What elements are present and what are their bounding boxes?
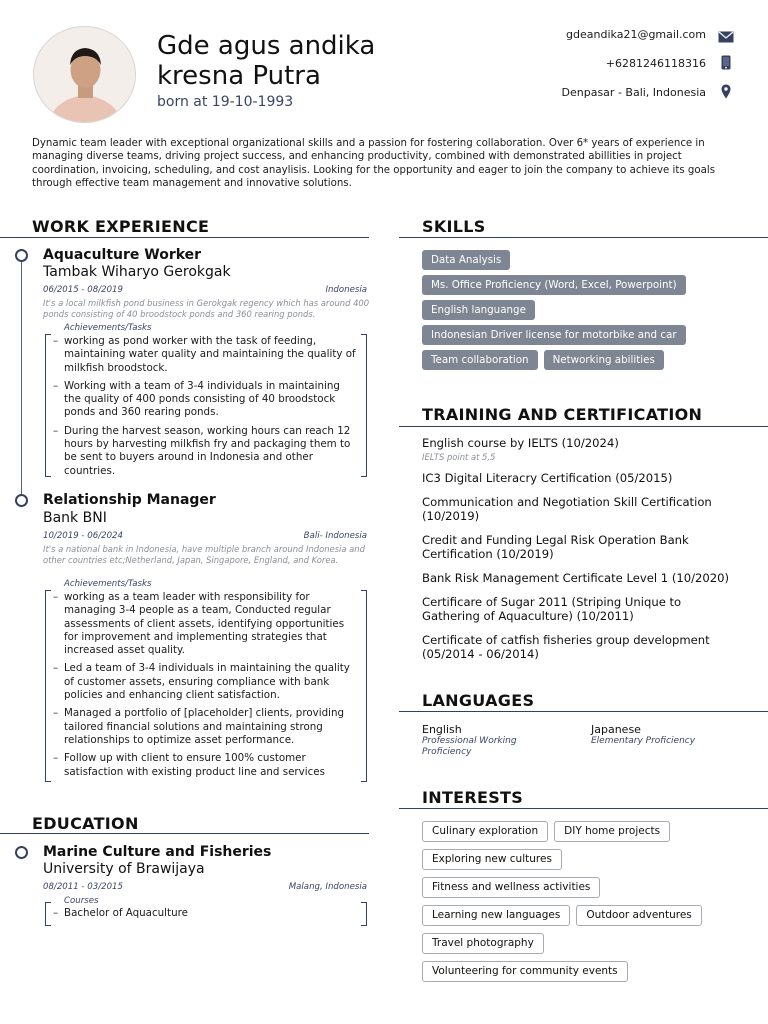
section-divider [399, 808, 768, 809]
job-meta [43, 285, 367, 295]
job-description: It's a local milkfish pond business in Gerokgak regency which has around 400 ponds consisting of 40 broodstock ponds and 360 rearing ponds. [43, 298, 370, 319]
section-divider [399, 711, 768, 712]
bracket-right [361, 334, 367, 477]
skill-tag: Networking abilities [544, 350, 664, 370]
education-degree: Marine Culture and Fisheries [43, 844, 272, 860]
skill-tag: Team collaboration [422, 350, 538, 370]
interests-list [422, 821, 742, 989]
training-heading: TRAINING AND CERTIFICATION [422, 405, 703, 424]
timeline-dot [15, 846, 28, 859]
achievements-label: Achievements/Tasks [64, 323, 152, 333]
job-title: Relationship Manager [43, 492, 216, 508]
task-item: – Working with a team of 3-4 individuals in maintaining the quality of 400 ponds consisting of 40 broodstock ponds and 360 rearing ponds. [53, 380, 359, 420]
task-item: – working as pond worker with the task of feeding, maintaining water quality and maintaining the quality of milkfish broodstock. [53, 335, 359, 375]
section-divider [0, 237, 369, 238]
job-location: Indonesia [325, 285, 367, 295]
job-company: Bank BNI [43, 510, 107, 526]
interest-tag: DIY home projects [554, 821, 670, 842]
language-name: Japanese [591, 723, 641, 736]
professional-summary: Dynamic team leader with exceptional organizational skills and a passion for fostering collaboration. Over 6* years of experience in managing diverse teams, driving project success, and enhancing productivity, combined with demonstrated abillities in project coordination, invoicing, scheduling, and cost anaylisis. Looking for the opportunity and eager to join the company to achieve its goals through effective team management and innovative solutions. [32, 138, 715, 190]
job-company: Tambak Wiharyo Gerokgak [43, 264, 231, 280]
bracket-left [45, 590, 51, 782]
task-item: – Managed a portfolio of [placeholder] clients, providing tailored financial solutions and maintaining strong relationships to optimize asset performance. [53, 707, 359, 747]
task-item: – Led a team of 3-4 individuals in maintaining the quality of customer assets, ensuring compliance with bank policies and enhancing client satisfaction. [53, 662, 359, 702]
job-dates: 10/2019 - 06/2024 [43, 531, 123, 541]
interest-tag: Culinary exploration [422, 821, 548, 842]
certification-item: Certificare of Sugar 2011 (Striping Unique to Gathering of Aquaculture) (10/2011) [422, 595, 682, 623]
language-level: Elementary Proficiency [591, 736, 696, 746]
skills-list [422, 250, 742, 375]
section-divider [399, 426, 768, 427]
task-list [53, 591, 359, 784]
language-item [591, 723, 751, 747]
interest-tag: Volunteering for community events [422, 961, 628, 982]
course-item: – Bachelor of Aquaculture [53, 907, 359, 920]
section-divider [399, 237, 768, 238]
candidate-name: Gde agus andika kresna Putra [157, 31, 376, 91]
bracket-right [361, 902, 367, 926]
timeline-dot [15, 249, 28, 262]
course-list [53, 907, 359, 925]
achievements-label: Achievements/Tasks [64, 579, 152, 589]
certification-item: English course by IELTS (10/2024) [422, 436, 619, 450]
birth-date: born at 19-10-1993 [157, 94, 294, 110]
job-meta [43, 531, 367, 541]
map-pin-icon [721, 84, 737, 98]
interest-tag: Travel photography [422, 933, 544, 954]
avatar [34, 27, 136, 123]
skills-heading: SKILLS [422, 217, 486, 236]
profile-photo [33, 26, 136, 123]
timeline-line [21, 256, 22, 500]
interest-tag: Fitness and wellness activities [422, 877, 600, 898]
job-dates: 06/2015 - 08/2019 [43, 285, 123, 295]
language-name: English [422, 723, 462, 736]
education-dates: 08/2011 - 03/2015 [43, 882, 123, 892]
timeline-dot [15, 494, 28, 507]
job-title: Aquaculture Worker [43, 247, 202, 263]
skill-tag: Data Analysis [422, 250, 510, 270]
certification-item: IC3 Digital Literacry Certification (05/2015) [422, 471, 673, 485]
certification-item: Bank Risk Management Certificate Level 1 (10/2020) [422, 571, 730, 585]
work-experience-heading: WORK EXPERIENCE [32, 217, 210, 236]
courses-label: Courses [64, 896, 99, 906]
section-divider [0, 833, 369, 834]
bracket-left [45, 334, 51, 477]
certification-item: Credit and Funding Legal Risk Operation Bank Certification (10/2019) [422, 533, 689, 561]
skill-tag: Ms. Office Proficiency (Word, Excel, Powerpoint) [422, 275, 686, 295]
task-item: – During the harvest season, working hours can reach 12 hours by harvesting milkfish fry and packaging them to be sent to buyers around in Indonesia and other countries. [53, 425, 359, 478]
languages-heading: LANGUAGES [422, 691, 535, 710]
task-item: – Follow up with client to ensure 100% customer satisfaction with existing product line and services [53, 752, 359, 779]
interests-heading: INTERESTS [422, 788, 524, 807]
phone-text[interactable]: +6281246118316 [605, 57, 706, 70]
education-school: University of Brawijaya [43, 861, 205, 877]
phone-icon [721, 55, 737, 69]
education-heading: EDUCATION [32, 814, 139, 833]
task-list [53, 335, 359, 483]
job-description: It's a national bank in Indonesia, have multiple branch around Indonesia and other countries etc;Netherland, Japan, Singapore, England, and Korea. [43, 544, 365, 565]
education-meta [43, 882, 367, 892]
interest-tag: Learning new languages [422, 905, 570, 926]
certification-note: IELTS point at 5,5 [422, 452, 496, 462]
interest-tag: Outdoor adventures [576, 905, 701, 926]
language-level: Professional Working Proficiency [422, 736, 517, 757]
bracket-left [45, 902, 51, 926]
certification-item: Certificate of catfish fisheries group development (05/2014 - 06/2014) [422, 633, 710, 661]
envelope-icon [718, 28, 734, 42]
skill-tag: English languange [422, 300, 535, 320]
email-text[interactable]: gdeandika21@gmail.com [566, 28, 706, 41]
job-location: Bali- Indonesia [303, 531, 367, 541]
certification-item: Communication and Negotiation Skill Certification (10/2019) [422, 495, 712, 523]
location-text: Denpasar - Bali, Indonesia [561, 86, 706, 99]
language-item [422, 723, 582, 757]
skill-tag: Indonesian Driver license for motorbike and car [422, 325, 686, 345]
bracket-right [361, 590, 367, 782]
task-item: – working as a team leader with responsibility for managing 3-4 people as a team, Conducted regular assessments of client assets, identifying opportunities for improvement and implementing strategies that increased asset quality. [53, 591, 359, 657]
interest-tag: Exploring new cultures [422, 849, 562, 870]
education-location: Malang, Indonesia [288, 882, 367, 892]
